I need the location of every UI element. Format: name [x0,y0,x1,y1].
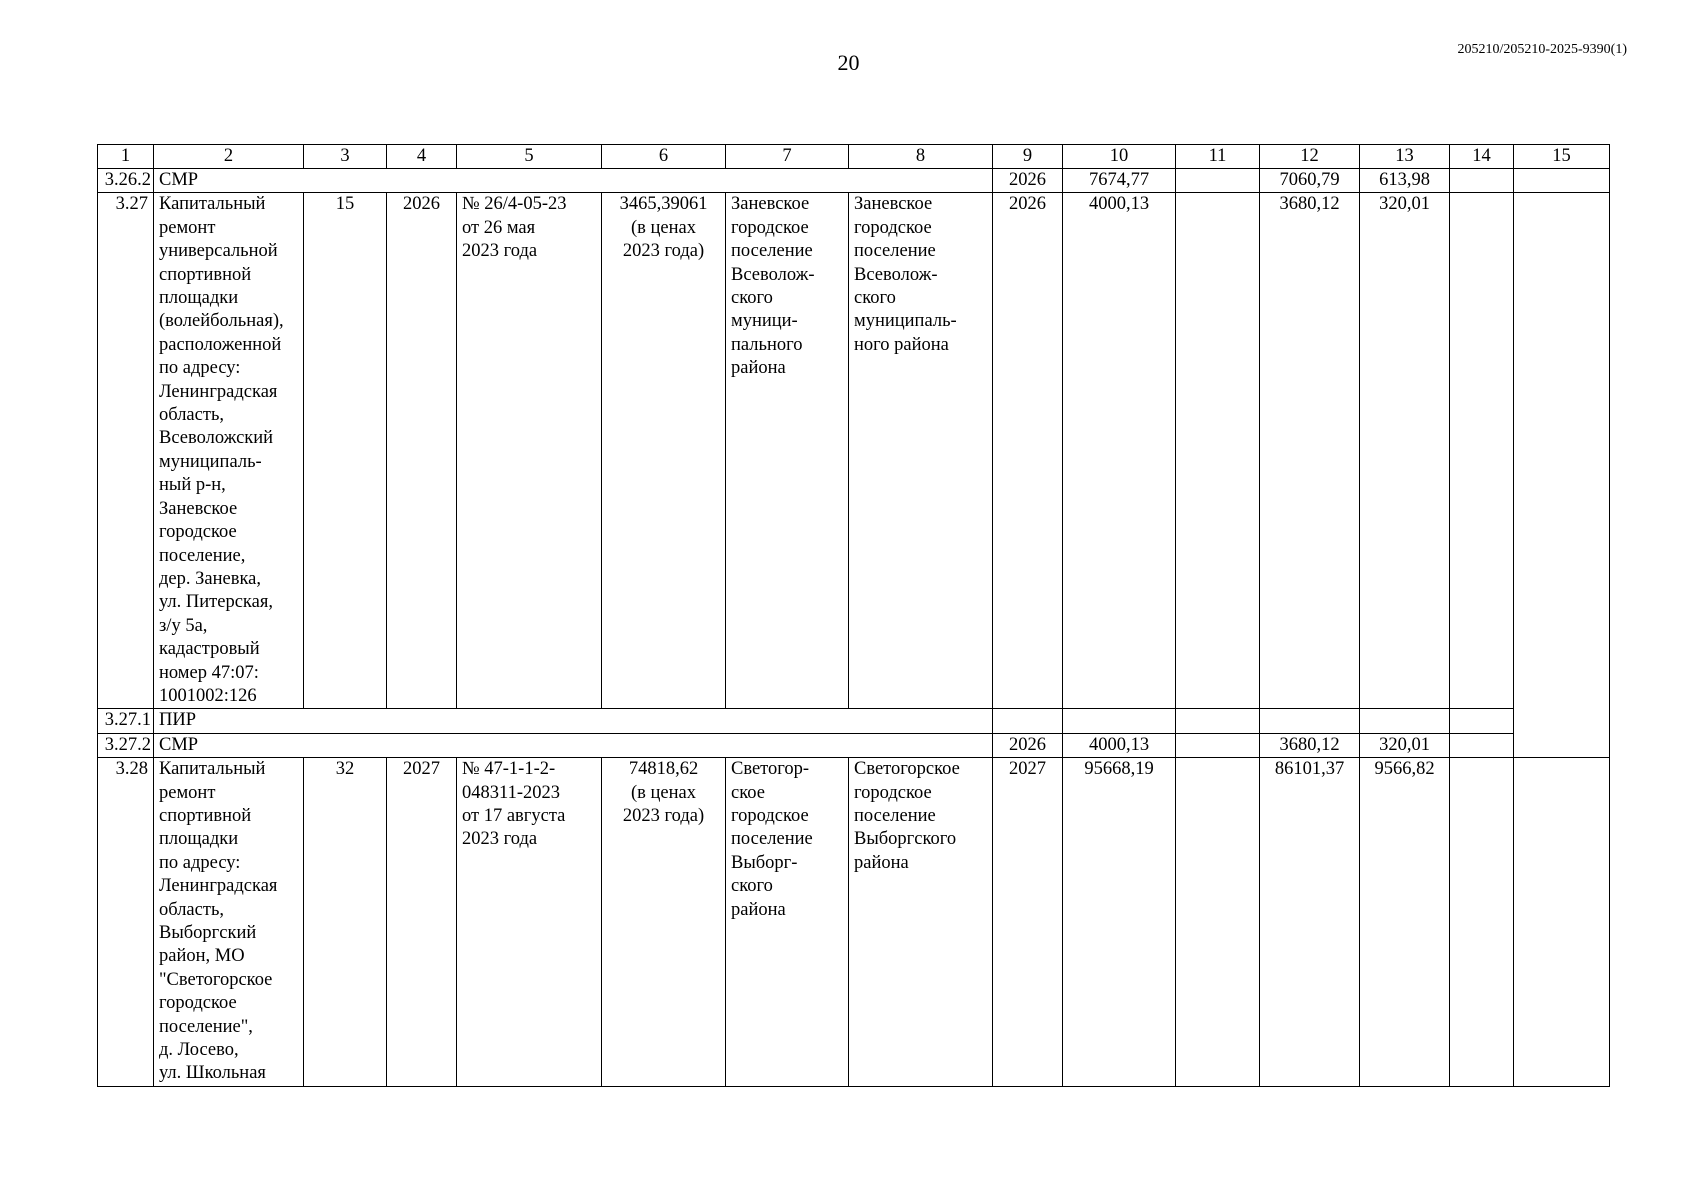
value-cell: 2027 [387,758,457,1087]
value-cell: 3680,12 [1260,193,1360,709]
column-number-row [98,145,1610,169]
column-header: 1 [98,145,154,169]
year-cell: 2027 [993,758,1063,1087]
value-cell: 4000,13 [1063,733,1176,757]
document-cell: № 47-1-1-2- 048311-2023 от 17 августа 2023 года [457,758,602,1087]
table-row [98,169,1610,193]
table-row [98,758,1610,1087]
value-cell: 32 [304,758,387,1087]
column-header: 12 [1260,145,1360,169]
empty-cell [1450,733,1514,757]
value-cell: 9566,82 [1360,758,1450,1087]
empty-cell [1176,758,1260,1087]
cost-cell: 74818,62 (в ценах 2023 года) [602,758,726,1087]
year-cell: 2026 [993,733,1063,757]
column-header: 3 [304,145,387,169]
column-header: 11 [1176,145,1260,169]
value-cell: 613,98 [1360,169,1450,193]
empty-cell [1514,169,1610,193]
object-name-cell: Капитальный ремонт спортивной площадки по адресу: Ленинградская область, Выборгский район, МО "Светогорское городское поселение", д. Лосево, ул. Школьная [154,758,304,1087]
empty-cell [1176,169,1260,193]
table-row [98,193,1610,709]
table-row [98,733,1610,757]
column-header: 13 [1360,145,1450,169]
empty-cell [1360,709,1450,733]
value-cell: 3680,12 [1260,733,1360,757]
empty-cell [1450,193,1514,709]
year-cell: 2026 [993,193,1063,709]
column-header: 5 [457,145,602,169]
empty-cell [1514,193,1610,709]
value-cell: 95668,19 [1063,758,1176,1087]
recipient-cell: Заневское городское поселение Всеволож- ского муници- пального района [726,193,849,709]
column-header: 9 [993,145,1063,169]
empty-cell [1063,709,1176,733]
document-id: 205210/205210-2025-9390(1) [1457,42,1627,57]
column-header: 7 [726,145,849,169]
object-name-cell: Капитальный ремонт универсальной спортивной площадки (волейбольная), расположенной по адресу: Ленинградская область, Всеволожский муниципаль- ный р-н, Заневское городское поселение, дер. Заневка, ул. Питерская, з/у 5а, кадастровый номер 47:07: 1001002:126 [154,193,304,709]
owner-cell: Светогорское городское поселение Выборгского района [849,758,993,1087]
row-label: ПИР [154,709,993,733]
page-number: 20 [837,50,860,75]
document-cell: № 26/4-05-23 от 26 мая 2023 года [457,193,602,709]
value-cell: 320,01 [1360,733,1450,757]
empty-cell [1450,709,1514,733]
row-label: СМР [154,169,993,193]
row-number: 3.27.1 [98,709,154,733]
empty-cell [1450,169,1514,193]
empty-cell [993,709,1063,733]
empty-cell [1176,733,1260,757]
empty-cell [1514,758,1610,1087]
value-cell: 15 [304,193,387,709]
year-cell: 2026 [993,169,1063,193]
column-header: 15 [1514,145,1610,169]
column-header: 10 [1063,145,1176,169]
column-header: 2 [154,145,304,169]
recipient-cell: Светогор- ское городское поселение Выборг- ского района [726,758,849,1087]
value-cell: 7674,77 [1063,169,1176,193]
row-number: 3.27 [98,193,154,709]
column-header: 6 [602,145,726,169]
empty-cell [1514,733,1610,757]
empty-cell [1176,193,1260,709]
table-row [98,709,1610,733]
column-header: 14 [1450,145,1514,169]
empty-cell [1260,709,1360,733]
register-table [97,144,1610,1087]
row-label: СМР [154,733,993,757]
value-cell: 320,01 [1360,193,1450,709]
cost-cell: 3465,39061 (в ценах 2023 года) [602,193,726,709]
row-number: 3.27.2 [98,733,154,757]
value-cell: 86101,37 [1260,758,1360,1087]
value-cell: 2026 [387,193,457,709]
owner-cell: Заневское городское поселение Всеволож- ского муниципаль- ного района [849,193,993,709]
column-header: 4 [387,145,457,169]
row-number: 3.28 [98,758,154,1087]
empty-cell [1514,709,1610,733]
value-cell: 7060,79 [1260,169,1360,193]
empty-cell [1176,709,1260,733]
row-number: 3.26.2 [98,169,154,193]
empty-cell [1450,758,1514,1087]
value-cell: 4000,13 [1063,193,1176,709]
column-header: 8 [849,145,993,169]
